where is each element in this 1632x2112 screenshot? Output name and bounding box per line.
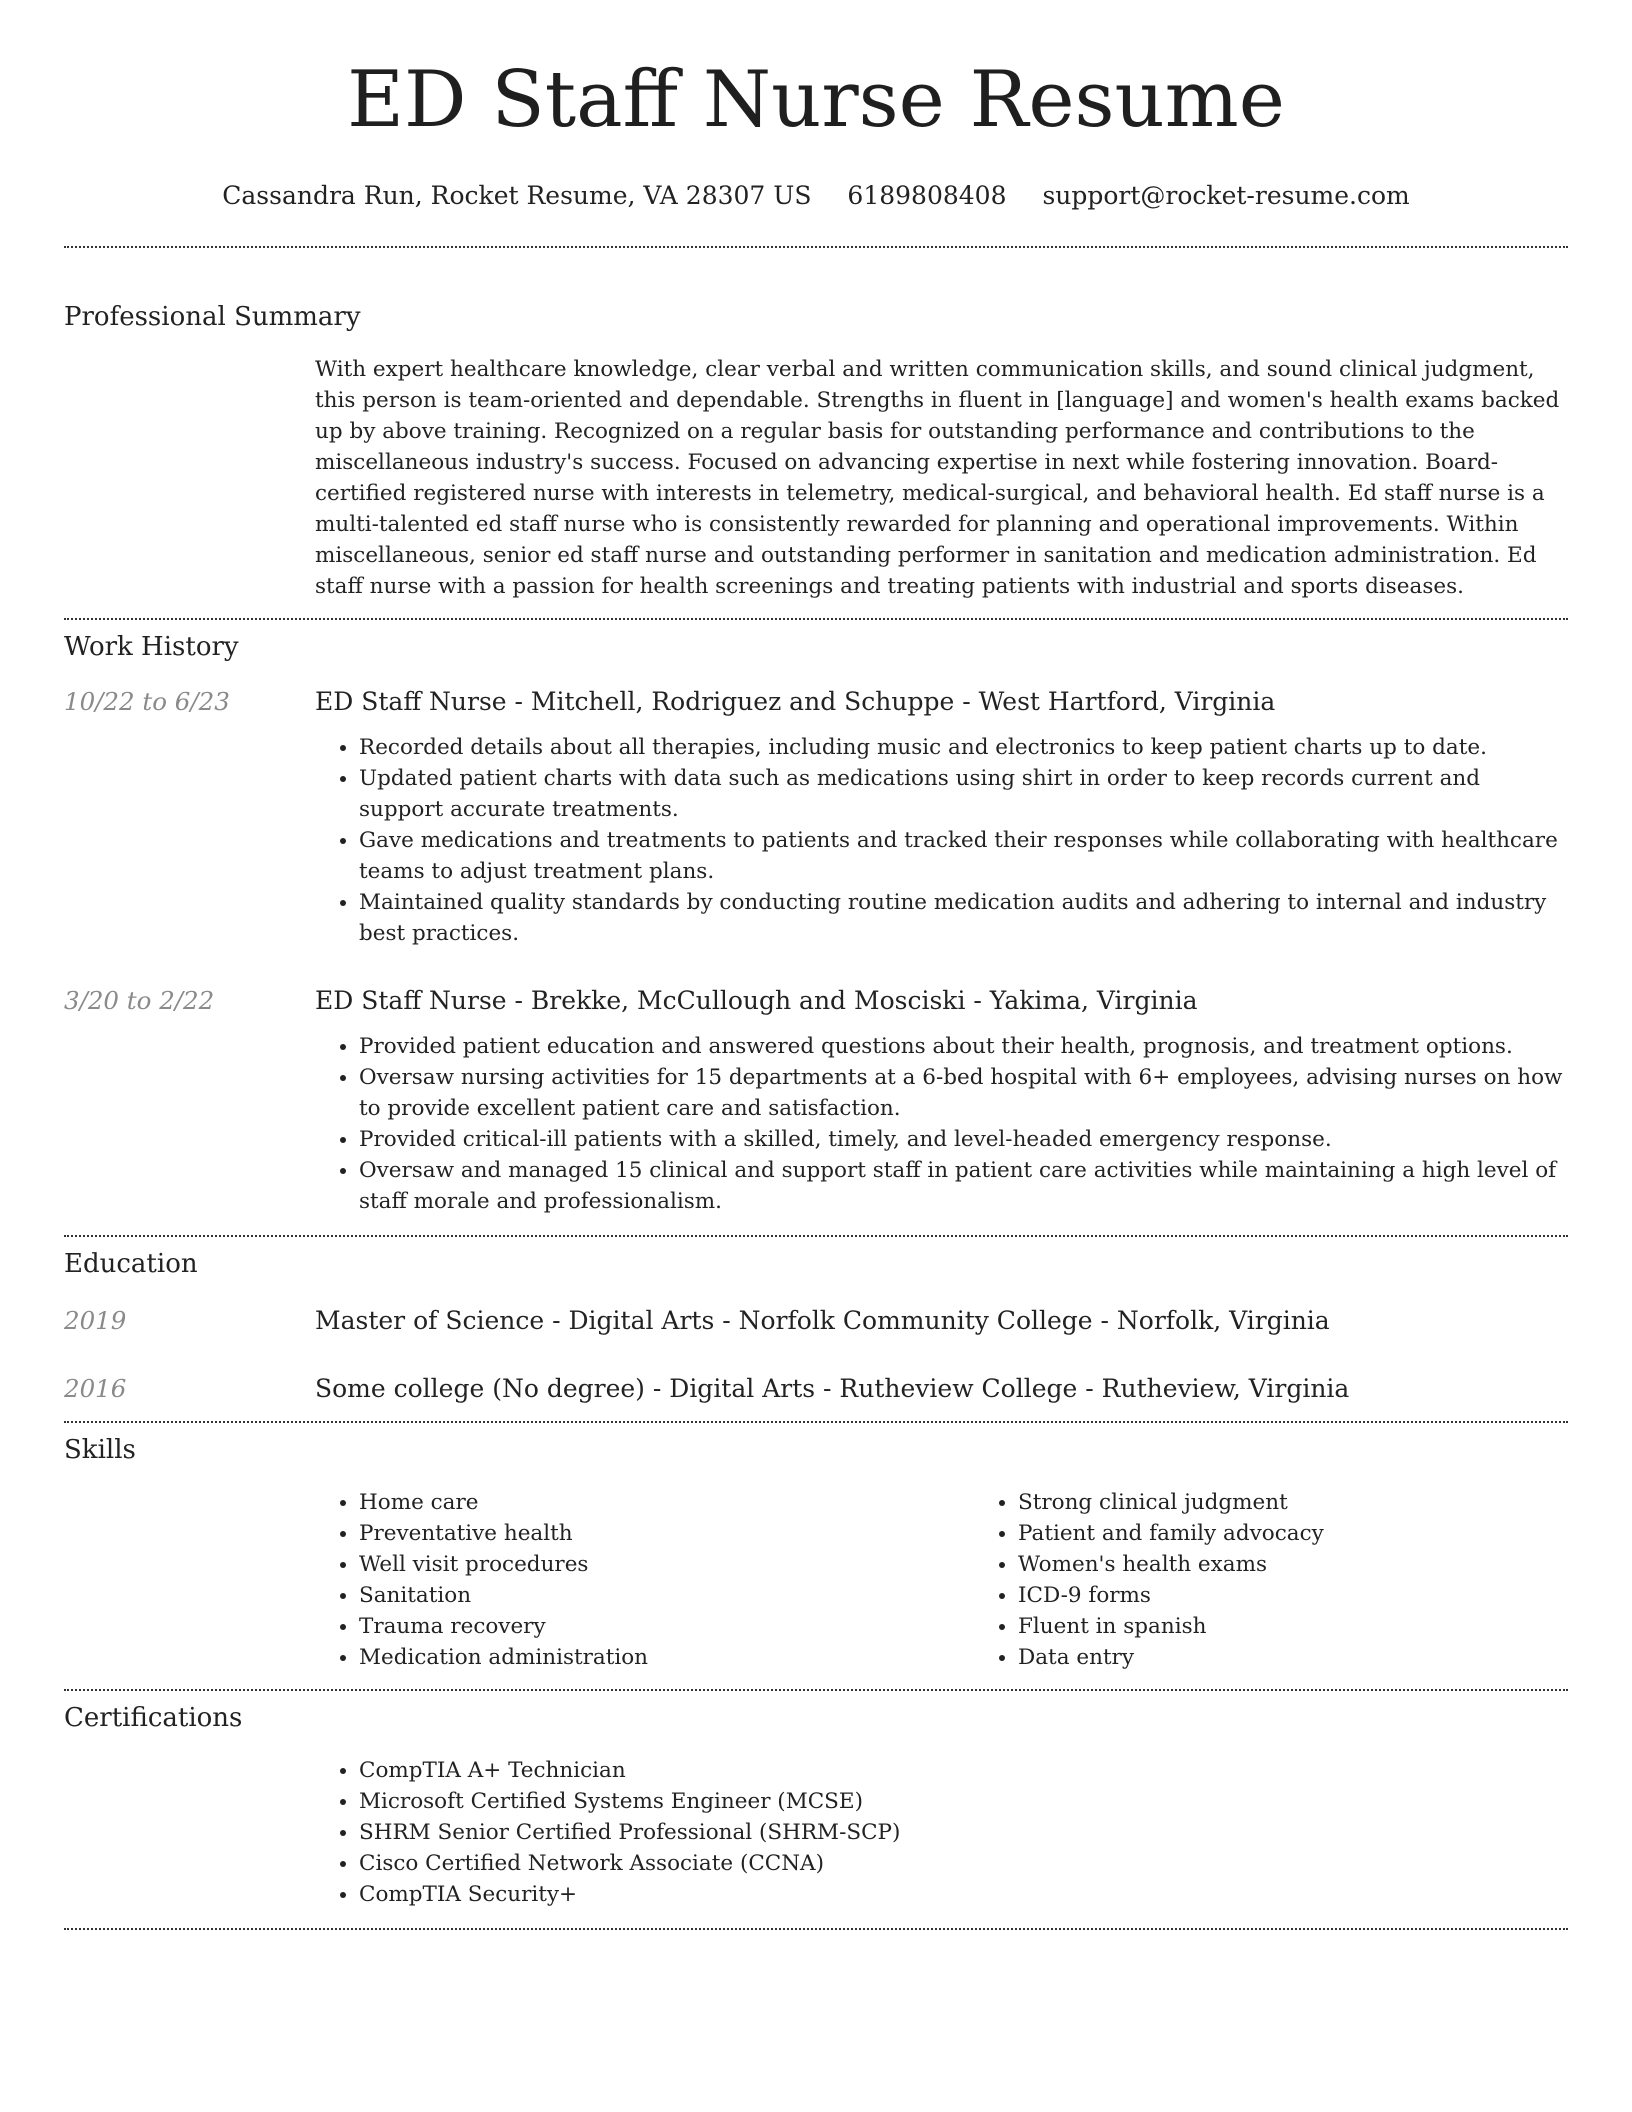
list-item: • Women's health exams — [1018, 1549, 1632, 1580]
list-item: • Fluent in spanish — [1018, 1611, 1632, 1642]
list-item: • Updated patient charts with data such as medications using shirt in order to keep records current and support accurate treatments. — [359, 763, 1568, 825]
summary-section — [64, 248, 1568, 618]
job-title: ED Staff Nurse - Mitchell, Rodriguez and Schuppe - West Hartford, Virginia — [315, 687, 1276, 716]
skills-list-right — [974, 1487, 1632, 1673]
list-item: • Preventative health — [359, 1518, 974, 1549]
job-entry — [64, 985, 1568, 1217]
list-item: • Oversaw and managed 15 clinical and support staff in patient care activities while maintaining a high level of staff morale and professionalism. — [359, 1155, 1568, 1217]
work-history-section — [64, 620, 1568, 1235]
list-item: • ICD-9 forms — [1018, 1580, 1632, 1611]
list-item: • Trauma recovery — [359, 1611, 974, 1642]
skills-section — [64, 1423, 1568, 1689]
job-entry — [64, 686, 1568, 949]
education-detail: Master of Science - Digital Arts - Norfolk Community College - Norfolk, Virginia — [315, 1306, 1330, 1335]
job-bullets — [315, 1031, 1568, 1217]
certifications-heading: Certifications — [64, 1703, 243, 1733]
list-item: • Oversaw nursing activities for 15 departments at a 6-bed hospital with 6+ employees, advising nurses on how to provide excellent patient care and satisfaction. — [359, 1062, 1568, 1124]
list-item: • Recorded details about all therapies, including music and electronics to keep patient charts up to date. — [359, 732, 1568, 763]
education-heading: Education — [64, 1249, 198, 1279]
education-year: 2019 — [64, 1306, 127, 1335]
contact-phone: 6189808408 — [847, 181, 1007, 210]
list-item: • Data entry — [1018, 1642, 1632, 1673]
summary-text: With expert healthcare knowledge, clear verbal and written communication skills, and sound clinical judgment, this person is team-oriented and dependable. Strengths in fluent in [language] and women's health exams backed up by above training. Recognized on a regular basis for outstanding performance and contributions to the miscellaneous industry's success. Focused on advancing expertise in next while fostering innovation. Board-certified registered nurse with interests in telemetry, medical-surgical, and behavioral health. Ed staff nurse is a multi-talented ed staff nurse who is consistently rewarded for planning and operational improvements. Within miscellaneous, senior ed staff nurse and outstanding performer in sanitation and medication administration. Ed staff nurse with a passion for health screenings and treating patients with industrial and sports diseases. — [315, 357, 1560, 599]
work-history-heading: Work History — [64, 632, 239, 662]
list-item: • Medication administration — [359, 1642, 974, 1673]
job-dates: 3/20 to 2/22 — [64, 986, 215, 1015]
skills-heading: Skills — [64, 1435, 136, 1465]
summary-heading: Professional Summary — [64, 302, 361, 332]
list-item: • Cisco Certified Network Associate (CCNA) — [359, 1848, 1568, 1879]
job-bullets — [315, 732, 1568, 949]
education-entry — [64, 1373, 1568, 1405]
certifications-list — [315, 1755, 1568, 1910]
education-detail: Some college (No degree) - Digital Arts - Rutheview College - Rutheview, Virginia — [315, 1374, 1350, 1403]
contact-address: Cassandra Run, Rocket Resume, VA 28307 US — [222, 181, 812, 210]
list-item: • CompTIA Security+ — [359, 1879, 1568, 1910]
list-item: • Sanitation — [359, 1580, 974, 1611]
list-item: • Microsoft Certified Systems Engineer (MCSE) — [359, 1786, 1568, 1817]
list-item: • Well visit procedures — [359, 1549, 974, 1580]
list-item: • Gave medications and treatments to patients and tracked their responses while collaborating with healthcare teams to adjust treatment plans. — [359, 825, 1568, 887]
education-entry — [64, 1305, 1568, 1337]
list-item: • Provided patient education and answered questions about their health, prognosis, and treatment options. — [359, 1031, 1568, 1062]
list-item: • Maintained quality standards by conducting routine medication audits and adhering to internal and industry best practices. — [359, 887, 1568, 949]
section-divider — [64, 1928, 1568, 1930]
certifications-section — [64, 1691, 1568, 1928]
list-item: • CompTIA A+ Technician — [359, 1755, 1568, 1786]
job-title: ED Staff Nurse - Brekke, McCullough and Mosciski - Yakima, Virginia — [315, 986, 1198, 1015]
list-item: • Patient and family advocacy — [1018, 1518, 1632, 1549]
contact-email: support@rocket-resume.com — [1042, 181, 1410, 210]
education-year: 2016 — [64, 1374, 127, 1403]
education-section — [64, 1237, 1568, 1421]
list-item: • SHRM Senior Certified Professional (SHRM-SCP) — [359, 1817, 1568, 1848]
skills-list-left — [315, 1487, 974, 1673]
list-item: • Provided critical-ill patients with a skilled, timely, and level-headed emergency response. — [359, 1124, 1568, 1155]
list-item: • Home care — [359, 1487, 974, 1518]
list-item: • Strong clinical judgment — [1018, 1487, 1632, 1518]
job-dates: 10/22 to 6/23 — [64, 687, 230, 716]
contact-line — [64, 180, 1568, 212]
resume-title: ED Staff Nurse Resume — [347, 55, 1285, 145]
